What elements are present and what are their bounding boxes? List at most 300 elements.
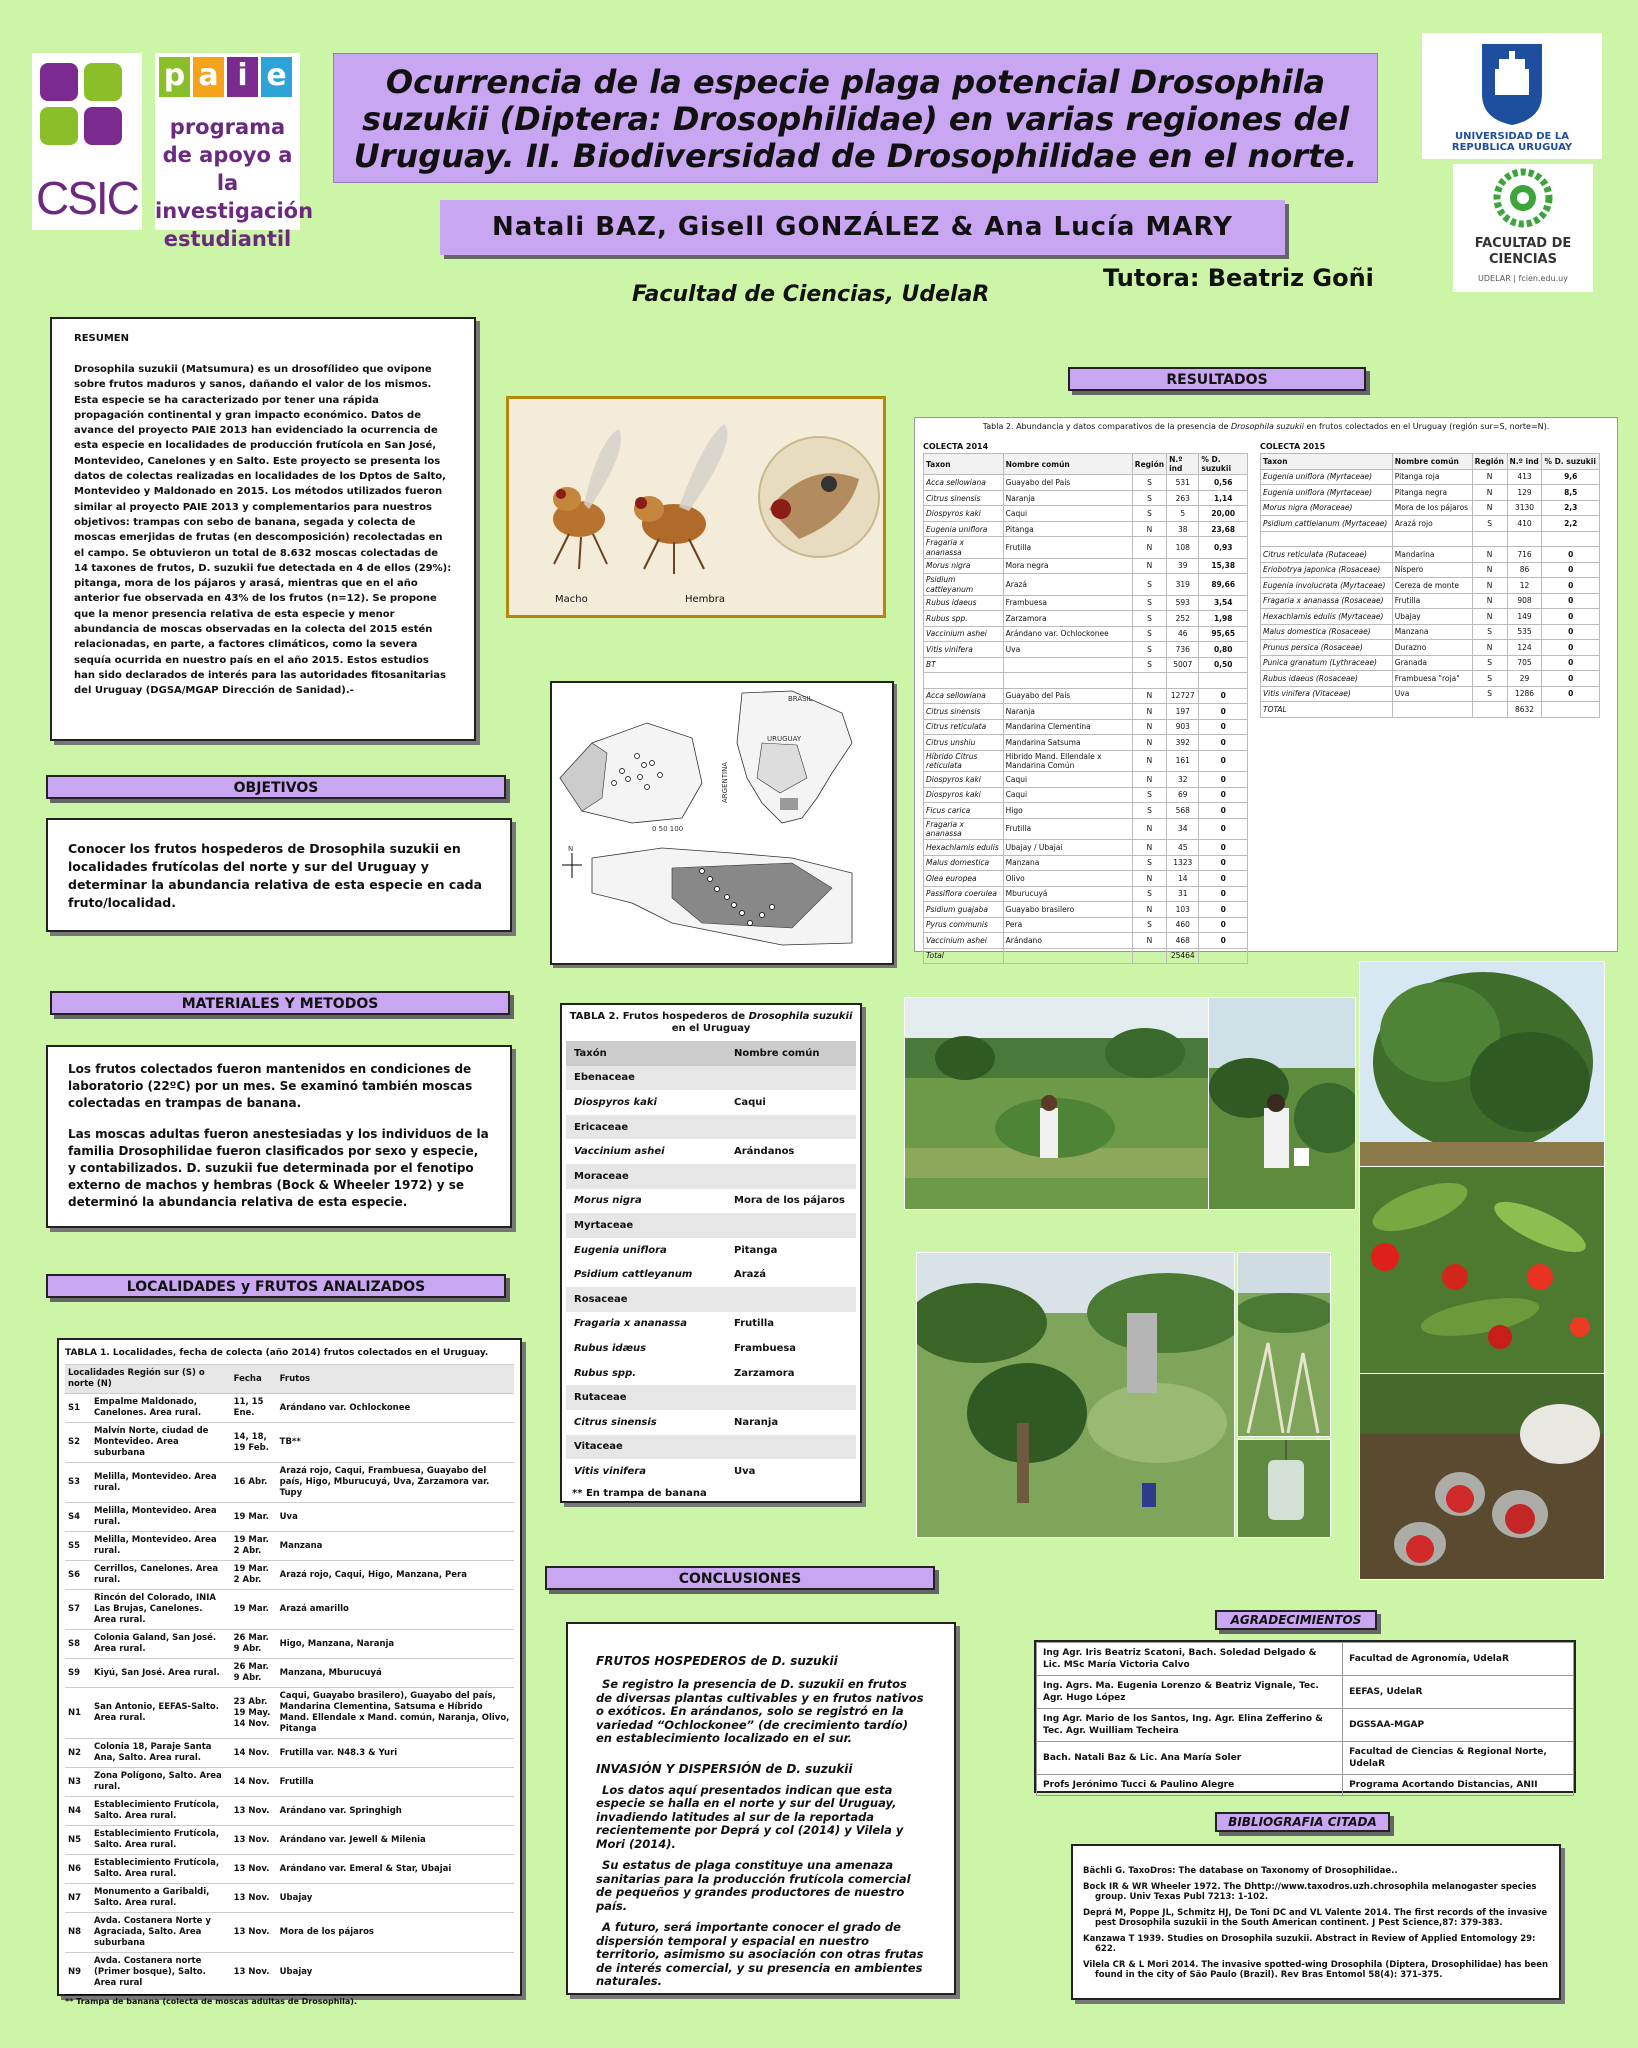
- res-cell: Rubus spp.: [924, 611, 1004, 627]
- tabla1-cell-localidad: Establecimiento Frutícola, Salto. Area rural.: [91, 1797, 231, 1826]
- conclusiones-p4: A futuro, será importante conocer el grado de dispersión temporal y espacial en nuestro territorio, asimismo su asociación con otras frutas de interés comercial, y su presencia en ambientes naturales.: [596, 1920, 924, 1988]
- field-photo-picking: [1208, 997, 1356, 1210]
- hosp-col-taxon: Taxón: [574, 1047, 607, 1059]
- trap-photo: [1237, 1439, 1331, 1538]
- hosp-common: Frambuesa: [726, 1336, 856, 1361]
- hosp-family: Vitaceae: [566, 1435, 856, 1460]
- tabla1-cell-id: S5: [65, 1532, 91, 1561]
- res-cell: Durazno: [1392, 640, 1472, 656]
- res-cell: 0: [1199, 735, 1248, 751]
- res-cell: Hibrido Mand. Ellendale x Mandarina Común: [1003, 750, 1132, 771]
- res-cell: 0: [1542, 640, 1600, 656]
- res-cell: Frutilla: [1003, 818, 1132, 839]
- materiales-box: [46, 1045, 512, 1228]
- field-photo-garden: [916, 1252, 1235, 1538]
- res-cell: 0: [1542, 609, 1600, 625]
- tabla1-cell-frutos: Manzana, Mburucuyá: [277, 1659, 514, 1688]
- res-cell: Fragaria x ananassa (Rosaceae): [1261, 593, 1393, 609]
- res-cell: N: [1472, 469, 1507, 485]
- hosp-family-row: [566, 1213, 856, 1238]
- res-cell: N: [1132, 840, 1166, 856]
- tabla1-cell-frutos: Arazá amarillo: [277, 1590, 514, 1630]
- fly-label-male: Macho: [555, 594, 588, 605]
- res-cell: [1132, 948, 1166, 964]
- hosp-species-row: [566, 1139, 856, 1164]
- tabla1-caption: TABLA 1. Localidades, fecha de colecta (año 2014) frutos colectados en el Uruguay.: [65, 1348, 489, 1358]
- hosp-family-row: [566, 1435, 856, 1460]
- hosp-species-row: [566, 1189, 856, 1214]
- hosp-family: Ericaceae: [566, 1115, 856, 1140]
- res-cell: 0: [1199, 704, 1248, 720]
- res-cell: 0: [1199, 803, 1248, 819]
- tabla1-cell-fecha: 13 Nov.: [231, 1797, 277, 1826]
- hosp-common: Arazá: [726, 1262, 856, 1287]
- res-cell: Frutilla: [1003, 537, 1132, 558]
- res-cell: N: [1132, 902, 1166, 918]
- res-cell: Eugenia uniflora (Myrtaceae): [1261, 485, 1393, 501]
- res-cell: Mandarina: [1392, 547, 1472, 563]
- res-cell: Hexachlamis edulis: [924, 840, 1004, 856]
- agradecimientos-row: [1037, 1775, 1574, 1796]
- res-cell: Arándano: [1003, 933, 1132, 949]
- agradecimientos-row: [1037, 1742, 1574, 1775]
- res-cell: Passiflora coerulea: [924, 886, 1004, 902]
- res-cell: 468: [1167, 933, 1199, 949]
- res-cell: 108: [1167, 537, 1199, 558]
- tabla1-cell-fecha: 13 Nov.: [231, 1826, 277, 1855]
- hosp-family-row: [566, 1066, 856, 1091]
- res-cell: 20,00: [1199, 506, 1248, 522]
- res-cell: 25464: [1167, 948, 1199, 964]
- agradecimientos-row: [1037, 1676, 1574, 1709]
- res-cell: N: [1472, 500, 1507, 516]
- tabla1-cell-frutos: Ubajay: [277, 1953, 514, 1993]
- tutor: Tutora: Beatriz Goñi: [1103, 264, 1374, 292]
- res-cell: [1472, 531, 1507, 547]
- tabla1-col-fecha: Fecha: [231, 1365, 277, 1394]
- tabla1-cell-id: S8: [65, 1630, 91, 1659]
- res-cell: Mora negra: [1003, 558, 1132, 574]
- res-cell: Híbrido Citrus reticulata: [924, 750, 1004, 771]
- res-cell: 0: [1199, 719, 1248, 735]
- res-row-2014: [924, 818, 1248, 839]
- res-cell: 0: [1199, 886, 1248, 902]
- res-cell: N: [1472, 547, 1507, 563]
- res-cell: N: [1472, 578, 1507, 594]
- hosp-species-row: [566, 1459, 856, 1484]
- res-cell: Citrus reticulata: [924, 719, 1004, 735]
- tabla1-cell-fecha: 23 Abr. 19 May. 14 Nov.: [231, 1688, 277, 1739]
- tabla1-row: [65, 1590, 514, 1630]
- res-row-2014: [924, 803, 1248, 819]
- res-cell: 8,5: [1542, 485, 1600, 501]
- res-cell: Diospyros kaki: [924, 506, 1004, 522]
- paie-letter-e: e: [261, 57, 292, 97]
- res-col-header: Taxon: [924, 454, 1004, 475]
- res-cell: N: [1132, 750, 1166, 771]
- hosp-common: Zarzamora: [726, 1361, 856, 1386]
- field-photo-blueberries: [904, 997, 1210, 1210]
- res-cell: 0: [1199, 818, 1248, 839]
- tabla1-cell-localidad: Melilla, Montevideo. Area rural.: [91, 1532, 231, 1561]
- hosp-species: Morus nigra: [566, 1189, 726, 1214]
- objetivos-heading: OBJETIVOS: [46, 775, 506, 799]
- hosp-species-row: [566, 1312, 856, 1337]
- agradecimientos-institution: EEFAS, UdelaR: [1343, 1676, 1574, 1709]
- caption-part-b: en frutos colectados en el Uruguay (región sur=S, norte=N).: [1303, 422, 1550, 431]
- res-cell: Vaccinium ashei: [924, 626, 1004, 642]
- res-cell: Caqui: [1003, 506, 1132, 522]
- hosp-caption-b: en el Uruguay: [671, 1023, 751, 1034]
- res-cell: Frutilla: [1392, 593, 1472, 609]
- res-cell: 38: [1167, 521, 1199, 537]
- res-row-2014: [924, 475, 1248, 491]
- res-row-2014: [924, 886, 1248, 902]
- res-cell: 12727: [1167, 688, 1199, 704]
- tabla1-cell-frutos: Arazá rojo, Caqui, Higo, Manzana, Pera: [277, 1561, 514, 1590]
- res-cell: 410: [1507, 516, 1542, 532]
- res-cell: Acca sellowiana: [924, 688, 1004, 704]
- res-cell: Guayabo del País: [1003, 475, 1132, 491]
- res-cell: [1472, 702, 1507, 718]
- objetivos-text: Conocer los frutos hospederos de Drosophila suzukii en localidades frutícolas del norte y sur del Uruguay y determinar la abundancia relativa de esta especie en cada fruto/localidad.: [68, 841, 483, 910]
- res-cell: 0: [1199, 871, 1248, 887]
- resultados-heading: RESULTADOS: [1068, 367, 1366, 391]
- hosp-common: Frutilla: [726, 1312, 856, 1337]
- tabla1-cell-fecha: 19 Mar.: [231, 1590, 277, 1630]
- res-cell: Psidium guajaba: [924, 902, 1004, 918]
- res-row-2014: [924, 611, 1248, 627]
- res-cell: 0: [1542, 686, 1600, 702]
- res-cell: [1542, 531, 1600, 547]
- tabla1-row: [65, 1884, 514, 1913]
- res-cell: 0: [1199, 750, 1248, 771]
- res-cell: N: [1472, 593, 1507, 609]
- res-cell: 0,50: [1199, 657, 1248, 673]
- res-cell: N: [1132, 521, 1166, 537]
- map-label-argentina: ARGENTINA: [721, 761, 729, 803]
- tabla1-cell-localidad: Establecimiento Frutícola, Salto. Area rural.: [91, 1855, 231, 1884]
- res-cell: Mandarina Clementina: [1003, 719, 1132, 735]
- hosp-common: Uva: [726, 1459, 856, 1484]
- res-cell: 34: [1167, 818, 1199, 839]
- res-row-2014: [924, 787, 1248, 803]
- res-cell: Hexachlamis edulis (Myrtaceae): [1261, 609, 1393, 625]
- res-cell: Manzana: [1003, 855, 1132, 871]
- res-cell: 23,68: [1199, 521, 1248, 537]
- res-cell: N: [1132, 772, 1166, 788]
- res-cell: 716: [1507, 547, 1542, 563]
- tabla1-cell-fecha: 11, 15 Ene.: [231, 1394, 277, 1423]
- res-cell: Malus domestica: [924, 855, 1004, 871]
- res-cell: 0,56: [1199, 475, 1248, 491]
- res-cell: S: [1132, 917, 1166, 933]
- tabla1-cell-localidad: Rincón del Colorado, INIA Las Brujas, Canelones. Area rural.: [91, 1590, 231, 1630]
- res-cell: 0: [1542, 655, 1600, 671]
- res-cell: 0: [1199, 902, 1248, 918]
- res-cell: Eugenia involucrata (Myrtaceae): [1261, 578, 1393, 594]
- res-cell: 29: [1507, 671, 1542, 687]
- res-cell: S: [1132, 490, 1166, 506]
- res-cell: Uva: [1392, 686, 1472, 702]
- agradecimientos-persons: Profs Jerónimo Tucci & Paulino Alegre: [1037, 1775, 1343, 1796]
- res-cell: S: [1472, 624, 1507, 640]
- tabla1-cell-fecha: 19 Mar.: [231, 1503, 277, 1532]
- agradecimientos-institution: Facultad de Ciencias & Regional Norte, UdelaR: [1343, 1742, 1574, 1775]
- map-scale: 0 50 100: [652, 825, 684, 833]
- res-row-2014: [924, 595, 1248, 611]
- tabla1-cell-localidad: Zona Polígono, Salto. Area rural.: [91, 1768, 231, 1797]
- res-cell: S: [1132, 506, 1166, 522]
- res-cell: Mandarina Satsuma: [1003, 735, 1132, 751]
- tabla1-cell-frutos: Arándano var. Jewell & Milenia: [277, 1826, 514, 1855]
- conclusiones-p2: Los datos aquí presentados indican que esta especie se halla en el norte y sur del Uruguay, invadiendo latitudes al sur de la reportada recientemente por Deprá y col (2014) y Vilela y Mori (2014).: [596, 1782, 904, 1851]
- res-cell: Eriobotrya japonica (Rosaceae): [1261, 562, 1393, 578]
- res-cell: 535: [1507, 624, 1542, 640]
- res-cell: Naranja: [1003, 704, 1132, 720]
- res-cell: Fragaria x ananassa: [924, 818, 1004, 839]
- hosp-family: Rutaceae: [566, 1385, 856, 1410]
- tabla1-row: [65, 1659, 514, 1688]
- res-cell: S: [1132, 642, 1166, 658]
- tabla1-cell-frutos: Arazá rojo, Caqui, Frambuesa, Guayabo del país, Higo, Mburucuyá, Uva, Zarzamora var. Tupy: [277, 1463, 514, 1503]
- res-cell: 0: [1542, 562, 1600, 578]
- res-cell: Caqui: [1003, 787, 1132, 803]
- res-cell: 460: [1167, 917, 1199, 933]
- field-photo-grass: [1237, 1252, 1331, 1437]
- res-cell: N: [1472, 485, 1507, 501]
- tabla1-cell-localidad: Kiyú, San José. Area rural.: [91, 1659, 231, 1688]
- res-cell: 12: [1507, 578, 1542, 594]
- res-cell: Citrus sinensis: [924, 490, 1004, 506]
- hosp-caption-species: Drosophila suzukii: [748, 1011, 853, 1022]
- res-cell: Morus nigra: [924, 558, 1004, 574]
- hosp-species-row: [566, 1410, 856, 1435]
- conclusiones-p3: Su estatus de plaga constituye una amenaza sanitarias para la producción frutícola comercial de pequeños y grandes productores de nuestro país.: [596, 1858, 911, 1913]
- res-cell: Vitis vinifera (Vitaceae): [1261, 686, 1393, 702]
- res-cell: 3,54: [1199, 595, 1248, 611]
- res-cell: 593: [1167, 595, 1199, 611]
- res-row-2015: [1261, 686, 1600, 702]
- res-cell: [1542, 702, 1600, 718]
- tabla1-cell-fecha: 26 Mar. 9 Abr.: [231, 1659, 277, 1688]
- res-cell: 0: [1199, 855, 1248, 871]
- res-cell: [1003, 657, 1132, 673]
- tabla1-row: [65, 1855, 514, 1884]
- res-row-2014: [924, 626, 1248, 642]
- hosp-caption-a: TABLA 2. Frutos hospederos de: [569, 1011, 749, 1022]
- res-cell: Arándano var. Ochlockonee: [1003, 626, 1132, 642]
- hosp-common: Arándanos: [726, 1139, 856, 1164]
- tabla1-cell-frutos: Higo, Manzana, Naranja: [277, 1630, 514, 1659]
- res-cell: Cereza de monte: [1392, 578, 1472, 594]
- res-col-header: Nombre común: [1003, 454, 1132, 475]
- res-row-2014: [924, 657, 1248, 673]
- res-cell: 103: [1167, 902, 1199, 918]
- fcien-logo: [1453, 164, 1593, 292]
- tabla-hospederos-footnote: ** En trampa de banana: [572, 1487, 707, 1499]
- paie-text: programa de apoyo a la investigación estudiantil: [155, 115, 314, 251]
- tabla1-cell-id: S9: [65, 1659, 91, 1688]
- res-cell: N: [1132, 735, 1166, 751]
- res-cell: Eugenia uniflora (Myrtaceae): [1261, 469, 1393, 485]
- res-row-2014: [924, 772, 1248, 788]
- agradecimientos-persons: Ing Agr. Mario de los Santos, Ing. Agr. Elina Zefferino & Tec. Agr. Wuilliam Techeira: [1037, 1709, 1343, 1742]
- tabla1-cell-localidad: Cerrillos, Canelones. Area rural.: [91, 1561, 231, 1590]
- materiales-heading: MATERIALES Y METODOS: [50, 991, 510, 1015]
- fly-photo: [506, 396, 886, 618]
- res-cell: Punica granatum (Lythraceae): [1261, 655, 1393, 671]
- tabla1-cell-id: S3: [65, 1463, 91, 1503]
- res-cell: 129: [1507, 485, 1542, 501]
- res-cell: Guayabo brasilero: [1003, 902, 1132, 918]
- res-cell: 95,65: [1199, 626, 1248, 642]
- res-cell: 1323: [1167, 855, 1199, 871]
- res-cell: N: [1132, 719, 1166, 735]
- res-cell: [1003, 673, 1132, 689]
- tabla1-cell-frutos: Arándano var. Emeral & Star, Ubajai: [277, 1855, 514, 1884]
- res-row-2015: [1261, 655, 1600, 671]
- res-row-2014: [924, 735, 1248, 751]
- tabla1-row: [65, 1768, 514, 1797]
- tabla1-row: [65, 1688, 514, 1739]
- tabla1-cell-id: S6: [65, 1561, 91, 1590]
- resumen-box: [50, 317, 476, 741]
- tabla1-row: [65, 1394, 514, 1423]
- res-cell: 908: [1507, 593, 1542, 609]
- res-cell: 0: [1542, 671, 1600, 687]
- res-cell: 0: [1199, 787, 1248, 803]
- res-cell: N: [1472, 640, 1507, 656]
- res-cell: Citrus sinensis: [924, 704, 1004, 720]
- tabla1-cell-frutos: Frutilla: [277, 1768, 514, 1797]
- tabla1-col-localidades: Localidades Región sur (S) o norte (N): [65, 1365, 231, 1394]
- res-row-2014: [924, 521, 1248, 537]
- res-row-2014: [924, 704, 1248, 720]
- res-cell: Granada: [1392, 655, 1472, 671]
- res-cell: 89,66: [1199, 574, 1248, 595]
- res-cell: Olea europea: [924, 871, 1004, 887]
- agradecimientos-box: [1034, 1640, 1576, 1793]
- tabla1-cell-id: N3: [65, 1768, 91, 1797]
- hosp-species-row: [566, 1262, 856, 1287]
- res-cell: 86: [1507, 562, 1542, 578]
- hosp-species: Rubus spp.: [566, 1361, 726, 1386]
- res-row-2014: [924, 750, 1248, 771]
- res-cell: Ficus carica: [924, 803, 1004, 819]
- tabla1-cell-localidad: Colonia 18, Paraje Santa Ana, Salto. Area rural.: [91, 1739, 231, 1768]
- localidades-box: [57, 1338, 522, 2006]
- tabla1-cell-fecha: 13 Nov.: [231, 1953, 277, 1993]
- res-col-header: Región: [1472, 454, 1507, 470]
- tabla-hospederos-caption: [566, 1011, 856, 1035]
- res-cell: 0: [1199, 772, 1248, 788]
- bibliografia-ref: Vilela CR & L Mori 2014. The invasive spotted-wing Drosophila (Diptera, Drosophilidae) has been found in the city of São Paulo (Brazil). Rev Bras Entomol 58(4): 371-375.: [1083, 1959, 1549, 1980]
- hosp-family-row: [566, 1115, 856, 1140]
- res-cell: 0: [1199, 840, 1248, 856]
- res-col-header: % D. suzukii: [1199, 454, 1248, 475]
- res-cell: S: [1132, 657, 1166, 673]
- res-cell: Prunus persica (Rosaceae): [1261, 640, 1393, 656]
- tabla1-cell-localidad: San Antonio, EEFAS-Salto. Area rural.: [91, 1688, 231, 1739]
- res-row-2015: [1261, 547, 1600, 563]
- res-cell: Ubajay: [1392, 609, 1472, 625]
- res-row-2014: [924, 558, 1248, 574]
- res-cell: 0: [1542, 547, 1600, 563]
- tabla1-cell-localidad: Establecimiento Frutícola, Salto. Area rural.: [91, 1826, 231, 1855]
- tabla1-cell-localidad: Colonia Galand, San José. Area rural.: [91, 1630, 231, 1659]
- res-cell: Total: [924, 948, 1004, 964]
- res-row-2014: [924, 933, 1248, 949]
- res-cell: [1199, 948, 1248, 964]
- map-label-uruguay: URUGUAY: [767, 735, 802, 743]
- tabla-hospederos: [566, 1041, 856, 1484]
- conclusiones-box: [566, 1622, 956, 1995]
- fcien-text: FACULTAD DE CIENCIAS: [1474, 236, 1572, 267]
- res-cell: 31: [1167, 886, 1199, 902]
- hosp-family-row: [566, 1287, 856, 1312]
- res-cell: Psidium cattleianum (Myrtaceae): [1261, 516, 1393, 532]
- res-cell: Diospyros kaki: [924, 772, 1004, 788]
- map-north-label: N: [568, 845, 574, 853]
- hosp-species-row: [566, 1361, 856, 1386]
- res-cell: 15,38: [1199, 558, 1248, 574]
- tabla1-cell-frutos: Caqui, Guayabo brasilero), Guayabo del país, Mandarina Clementina, Satsuma e Híbrido Mand. Ellendale x Mand. común, Naranja, Olivo, Pitanga: [277, 1688, 514, 1739]
- res-cell: Rubus idaeus: [924, 595, 1004, 611]
- tabla1-cell-id: S1: [65, 1394, 91, 1423]
- res-row-2014: [924, 871, 1248, 887]
- res-cell: N: [1132, 704, 1166, 720]
- res-col-header: Región: [1132, 454, 1166, 475]
- hosp-species: Psidium cattleyanum: [566, 1262, 726, 1287]
- tabla1-cell-frutos: Arándano var. Springhigh: [277, 1797, 514, 1826]
- tabla1-cell-localidad: Monumento a Garibaldi, Salto. Area rural.: [91, 1884, 231, 1913]
- res-cell: 14: [1167, 871, 1199, 887]
- tabla1-cell-id: S7: [65, 1590, 91, 1630]
- res-row-2015: [1261, 593, 1600, 609]
- tabla1-row: [65, 1797, 514, 1826]
- res-cell: 2,3: [1542, 500, 1600, 516]
- tabla1-cell-fecha: 14, 18, 19 Feb.: [231, 1423, 277, 1463]
- res-row-2014: [924, 840, 1248, 856]
- res-row-2014: [924, 490, 1248, 506]
- authors: Natali BAZ, Gisell GONZÁLEZ & Ana Lucía MARY: [440, 200, 1285, 255]
- res-cell: [924, 673, 1004, 689]
- hosp-col-nombre: Nombre común: [734, 1047, 820, 1059]
- tabla1-cell-localidad: Avda. Costanera Norte y Agraciada, Salto. Area suburbana: [91, 1913, 231, 1953]
- hosp-species: Fragaria x ananassa: [566, 1312, 726, 1337]
- hosp-family: Rosaceae: [566, 1287, 856, 1312]
- hosp-species: Citrus sinensis: [566, 1410, 726, 1435]
- res-cell: 0: [1199, 933, 1248, 949]
- tabla1-cell-id: S2: [65, 1423, 91, 1463]
- res-row-2014: [924, 506, 1248, 522]
- res-cell: 149: [1507, 609, 1542, 625]
- res-row-2015: [1261, 578, 1600, 594]
- res-cell: Pitanga: [1003, 521, 1132, 537]
- tabla1-cell-frutos: Mora de los pájaros: [277, 1913, 514, 1953]
- res-cell: 0: [1199, 688, 1248, 704]
- tabla-colecta-2014: [923, 453, 1248, 964]
- res-cell: Caqui: [1003, 772, 1132, 788]
- res-cell: 0: [1542, 578, 1600, 594]
- res-cell: Olivo: [1003, 871, 1132, 887]
- res-row-2014: [924, 642, 1248, 658]
- res-col-header: N.º ind: [1507, 454, 1542, 470]
- res-cell: Citrus unshiu: [924, 735, 1004, 751]
- res-cell: 8632: [1507, 702, 1542, 718]
- res-cell: 45: [1167, 840, 1199, 856]
